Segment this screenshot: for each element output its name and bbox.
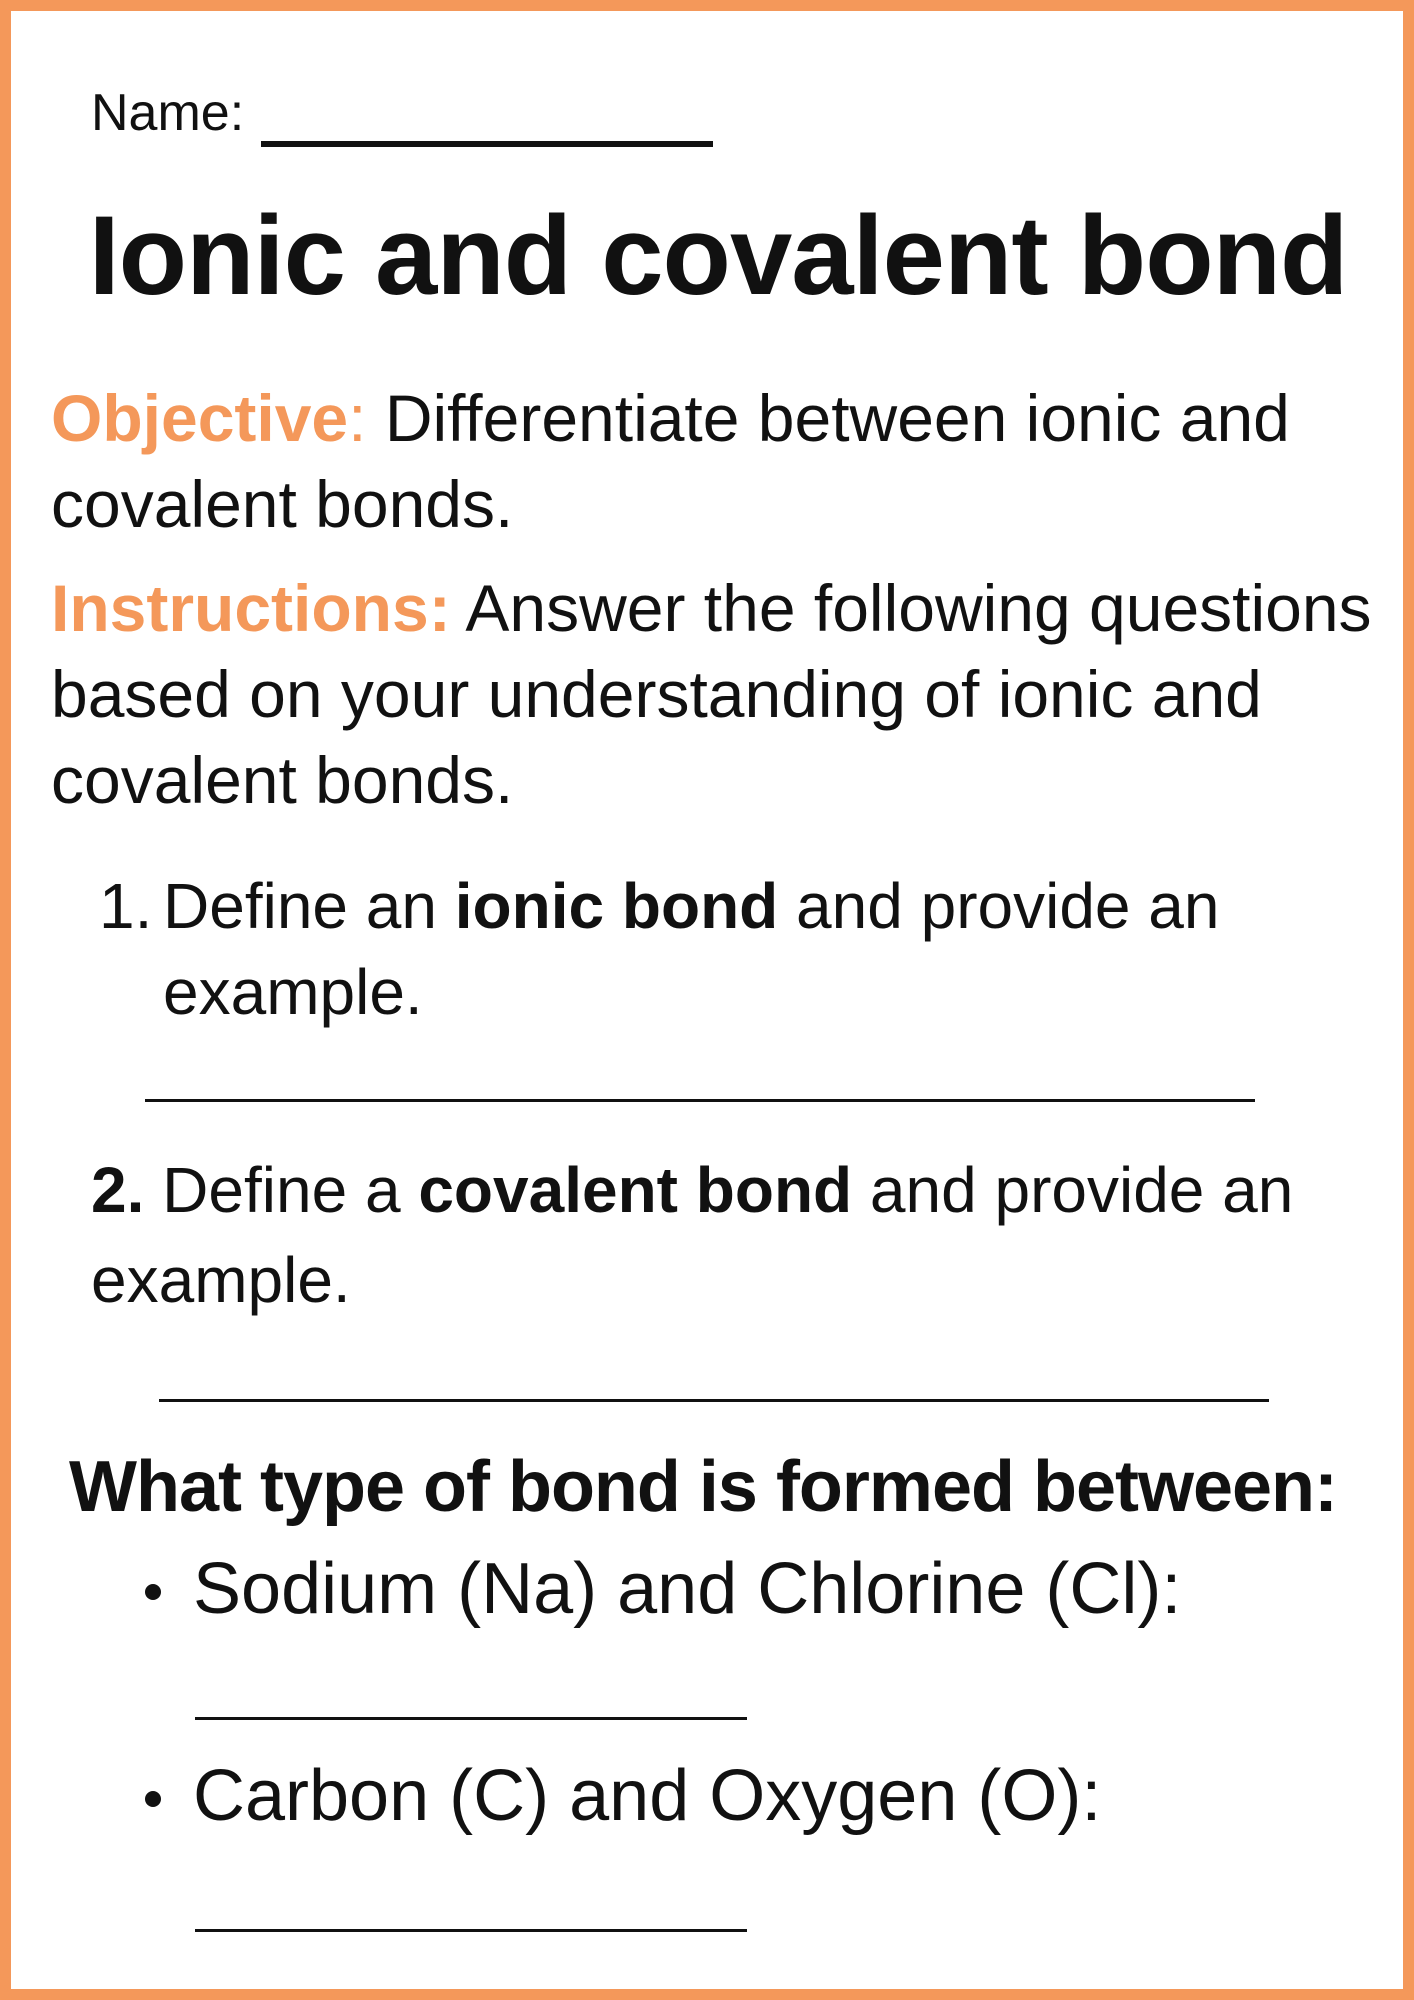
question-2-term: covalent bond: [418, 1154, 853, 1226]
objective-label: Objective: [51, 381, 349, 455]
question-1-line2: example.: [163, 956, 423, 1028]
instructions-text-line3: covalent bonds.: [51, 743, 514, 817]
question-1-term: ionic bond: [454, 870, 779, 942]
question-1-number: 1.: [99, 870, 153, 942]
instructions-text-line2: based on your understanding of ionic and: [51, 657, 1262, 731]
name-answer-line[interactable]: [261, 141, 713, 147]
question-1-prefix: Define an: [163, 870, 455, 942]
bullet-dot-icon: [145, 1584, 161, 1600]
objective-text-line2: covalent bonds.: [51, 467, 514, 541]
bullet-dot-icon: [145, 1791, 161, 1807]
page-title: Ionic and covalent bond: [88, 193, 1348, 318]
question-2-line2: example.: [91, 1244, 351, 1316]
question-2-number: 2.: [91, 1154, 145, 1226]
bond-item-carbon-oxygen: Carbon (C) and Oxygen (O):: [193, 1756, 1102, 1836]
question-2-prefix: Define a: [144, 1154, 419, 1226]
bond-item-sodium-chlorine: Sodium (Na) and Chlorine (Cl):: [193, 1549, 1182, 1629]
name-label: Name:: [91, 84, 245, 142]
question-1-answer-line[interactable]: [145, 1099, 1255, 1102]
bond-item-1-answer-line[interactable]: [195, 1717, 747, 1720]
objective-paragraph: [51, 375, 1290, 547]
objective-colon: :: [348, 381, 367, 455]
question-2-text: [91, 1145, 1293, 1325]
question-1-suffix: and provide an: [778, 870, 1220, 942]
question-2-answer-line[interactable]: [159, 1399, 1269, 1402]
objective-text-line1: Differentiate between ionic and: [366, 381, 1290, 455]
instructions-paragraph: [51, 565, 1372, 823]
bond-section-heading: What type of bond is formed between:: [69, 1447, 1338, 1527]
instructions-label: Instructions:: [51, 571, 451, 645]
bond-item-2-answer-line[interactable]: [195, 1929, 747, 1932]
instructions-text-line1: Answer the following questions: [450, 571, 1372, 645]
question-2-suffix: and provide an: [852, 1154, 1294, 1226]
question-1-text: [163, 863, 1219, 1035]
